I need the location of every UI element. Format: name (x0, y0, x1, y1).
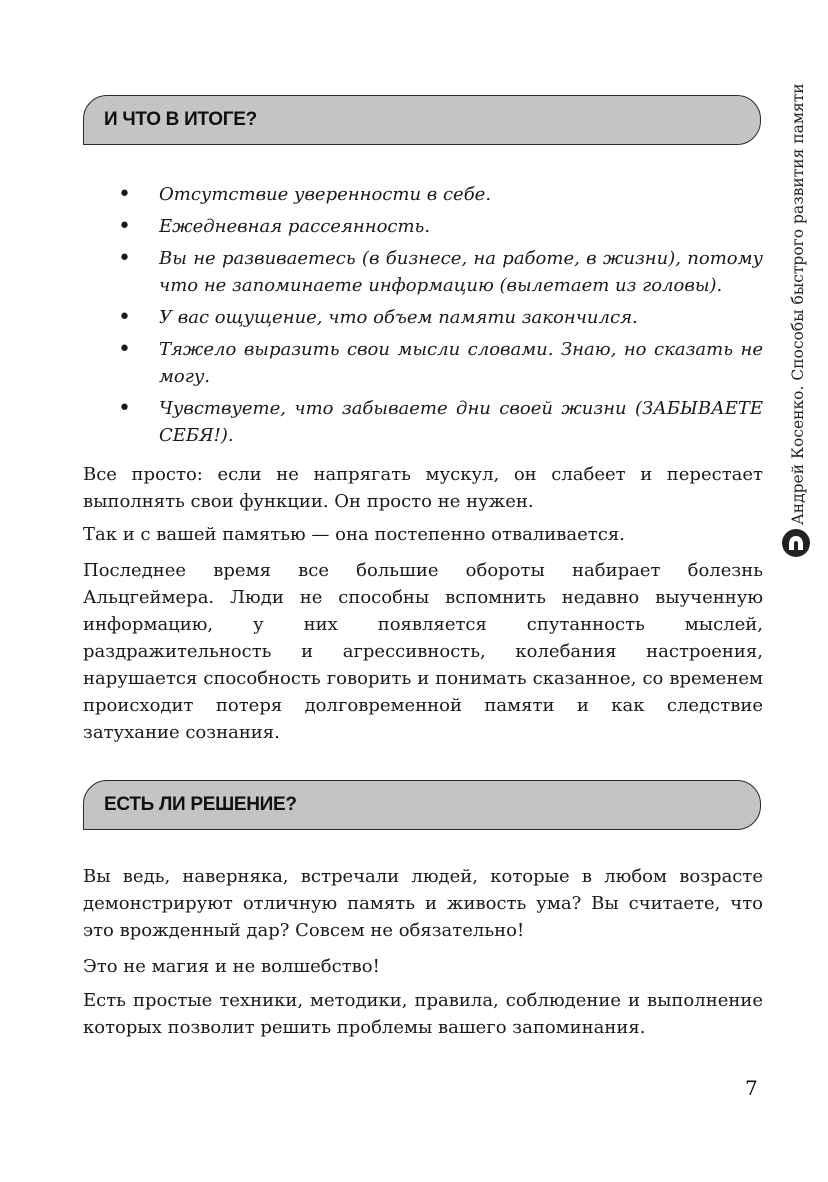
page-number: 7 (745, 1076, 758, 1100)
body-paragraph: Есть простые техники, методики, правила, соблюдение и выполнение которых позволит решить проблемы вашего запоминания. (83, 990, 763, 1038)
list-item: • Ежедневная рассеянность. (118, 213, 763, 240)
section-heading-banner (83, 95, 761, 145)
publisher-logo-icon (782, 529, 810, 557)
bullet-list (118, 181, 763, 454)
body-paragraph: Это не магия и не волшебство! (83, 956, 380, 977)
list-item: • Вы не развиваетесь (в бизнесе, на работе, в жизни), потому что не запоминаете информацию (вылетает из головы). (118, 245, 763, 299)
section-heading: И ЧТО В ИТОГЕ? (104, 109, 257, 130)
list-item: • Отсутствие уверенности в себе. (118, 181, 763, 208)
body-paragraph: Все просто: если не напрягать мускул, он слабеет и перестает выполнять свои функции. Он просто не нужен. (83, 464, 763, 512)
running-title: Андрей Косенко. Способы быстрого развития памяти (789, 83, 807, 525)
publisher-logo-icon-shape (787, 534, 805, 552)
list-item: • Тяжело выразить свои мысли словами. Знаю, но сказать не могу. (118, 336, 763, 390)
body-paragraph: Последнее время все большие обороты набирает болезнь Альцгеймера. Люди не способны вспомнить недавно выученную информацию, у них появляется спутанность мыслей, раздражительность и агрессивность, колебания настроения, нарушается способность говорить и понимать сказанное, со временем происходит потеря долговременной памяти и как следствие затухание сознания. (83, 560, 763, 743)
running-header (783, 83, 813, 560)
section-heading-banner (83, 780, 761, 830)
list-item: • Чувствуете, что забываете дни своей жизни (ЗАБЫВАЕТЕ СЕБЯ!). (118, 395, 763, 449)
body-paragraph: Вы ведь, наверняка, встречали людей, которые в любом возрасте демонстрируют отличную память и живость ума? Вы считаете, что это врожденный дар? Совсем не обязательно! (83, 866, 763, 941)
section-heading: ЕСТЬ ЛИ РЕШЕНИЕ? (104, 794, 297, 815)
list-item: • У вас ощущение, что объем памяти закончился. (118, 304, 763, 331)
body-paragraph: Так и с вашей памятью — она постепенно отваливается. (83, 524, 625, 545)
